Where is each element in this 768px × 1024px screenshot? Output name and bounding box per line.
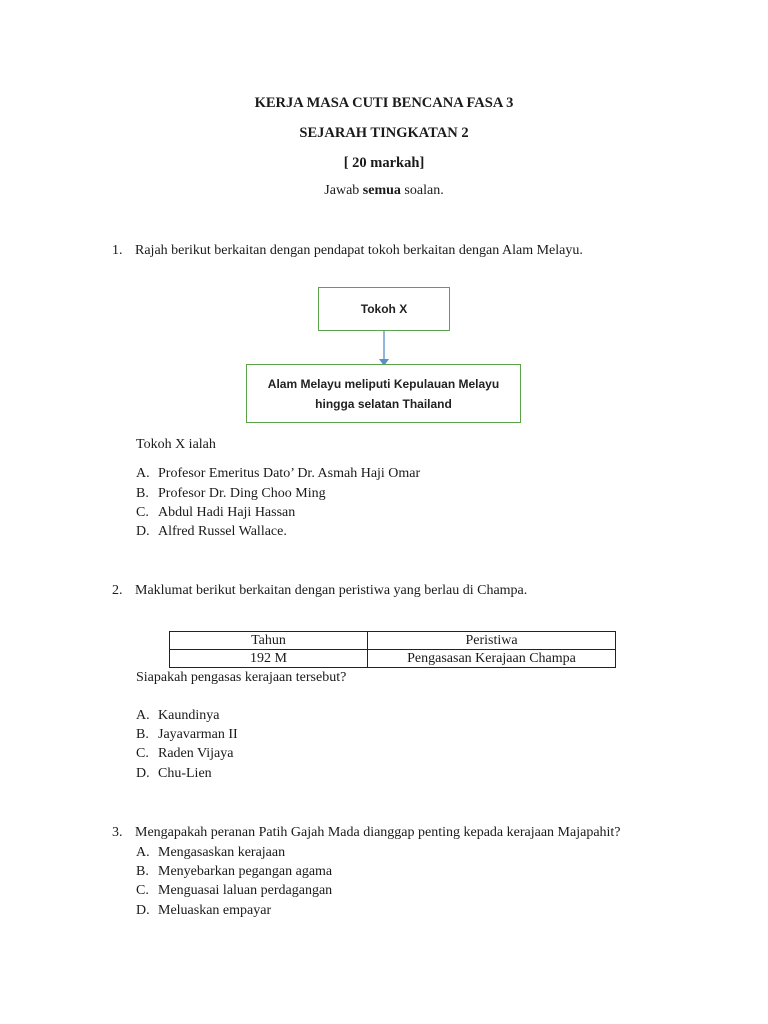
table-header-cell: Peristiwa [368, 632, 616, 650]
option-text: Alfred Russel Wallace. [158, 524, 287, 539]
instruction-bold: semua [362, 183, 401, 198]
option-letter: D. [136, 766, 150, 781]
document-title: KERJA MASA CUTI BENCANA FASA 3 [254, 95, 514, 111]
marks-label: [ 20 markah] [343, 155, 425, 171]
diagram-top-box [318, 287, 450, 331]
diagram-bottom-line2: hingga selatan Thailand [315, 396, 452, 411]
diagram-bottom-box [246, 364, 521, 423]
question-text: Rajah berikut berkaitan dengan pendapat tokoh berkaitan dengan Alam Melayu. [135, 243, 583, 258]
question-number: 2. [112, 583, 123, 598]
option-text: Abdul Hadi Haji Hassan [158, 505, 296, 520]
option-text: Mengasaskan kerajaan [158, 845, 286, 860]
option-letter: B. [136, 727, 149, 742]
option-letter: A. [136, 466, 150, 481]
table-cell: 192 M [170, 650, 368, 668]
option-letter: B. [136, 486, 149, 501]
diagram-arrow-icon [376, 331, 392, 367]
instruction-post: soalan. [400, 183, 444, 198]
option-text: Kaundinya [158, 708, 220, 723]
option-text: Menyebarkan pegangan agama [158, 864, 333, 879]
option-text: Chu-Lien [158, 766, 212, 781]
option-letter: C. [136, 746, 149, 761]
question-text: Mengapakah peranan Patih Gajah Mada dianggap penting kepada kerajaan Majapahit? [135, 825, 621, 840]
instruction-pre: Jawab [324, 183, 363, 198]
instruction [0, 183, 768, 199]
option-text: Profesor Emeritus Dato’ Dr. Asmah Haji Omar [158, 466, 421, 481]
question-text: Maklumat berikut berkaitan dengan peristiwa yang berlau di Champa. [135, 583, 528, 598]
option-letter: C. [136, 883, 149, 898]
option-letter: A. [136, 845, 150, 860]
option-text: Profesor Dr. Ding Choo Ming [158, 486, 326, 501]
option-letter: B. [136, 864, 149, 879]
option-letter: A. [136, 708, 150, 723]
question-number: 3. [112, 825, 123, 840]
table-row [170, 650, 616, 668]
option-letter: D. [136, 903, 150, 918]
question-number: 1. [112, 243, 123, 258]
option-text: Raden Vijaya [158, 746, 234, 761]
diagram-bottom-line1: Alam Melayu meliputi Kepulauan Melayu [267, 376, 500, 391]
option-text: Meluaskan empayar [158, 903, 272, 918]
option-letter: C. [136, 505, 149, 520]
question-stem: Tokoh X ialah [136, 437, 216, 452]
option-letter: D. [136, 524, 150, 539]
option-text: Menguasai laluan perdagangan [158, 883, 333, 898]
question-stem: Siapakah pengasas kerajaan tersebut? [136, 670, 347, 685]
info-table [169, 631, 616, 668]
subject-title: SEJARAH TINGKATAN 2 [299, 125, 469, 141]
table-header-row [170, 632, 616, 650]
table-header-cell: Tahun [170, 632, 368, 650]
table-cell: Pengasasan Kerajaan Champa [368, 650, 616, 668]
option-text: Jayavarman II [158, 727, 238, 742]
diagram-top-box-label: Tokoh X [360, 302, 408, 316]
